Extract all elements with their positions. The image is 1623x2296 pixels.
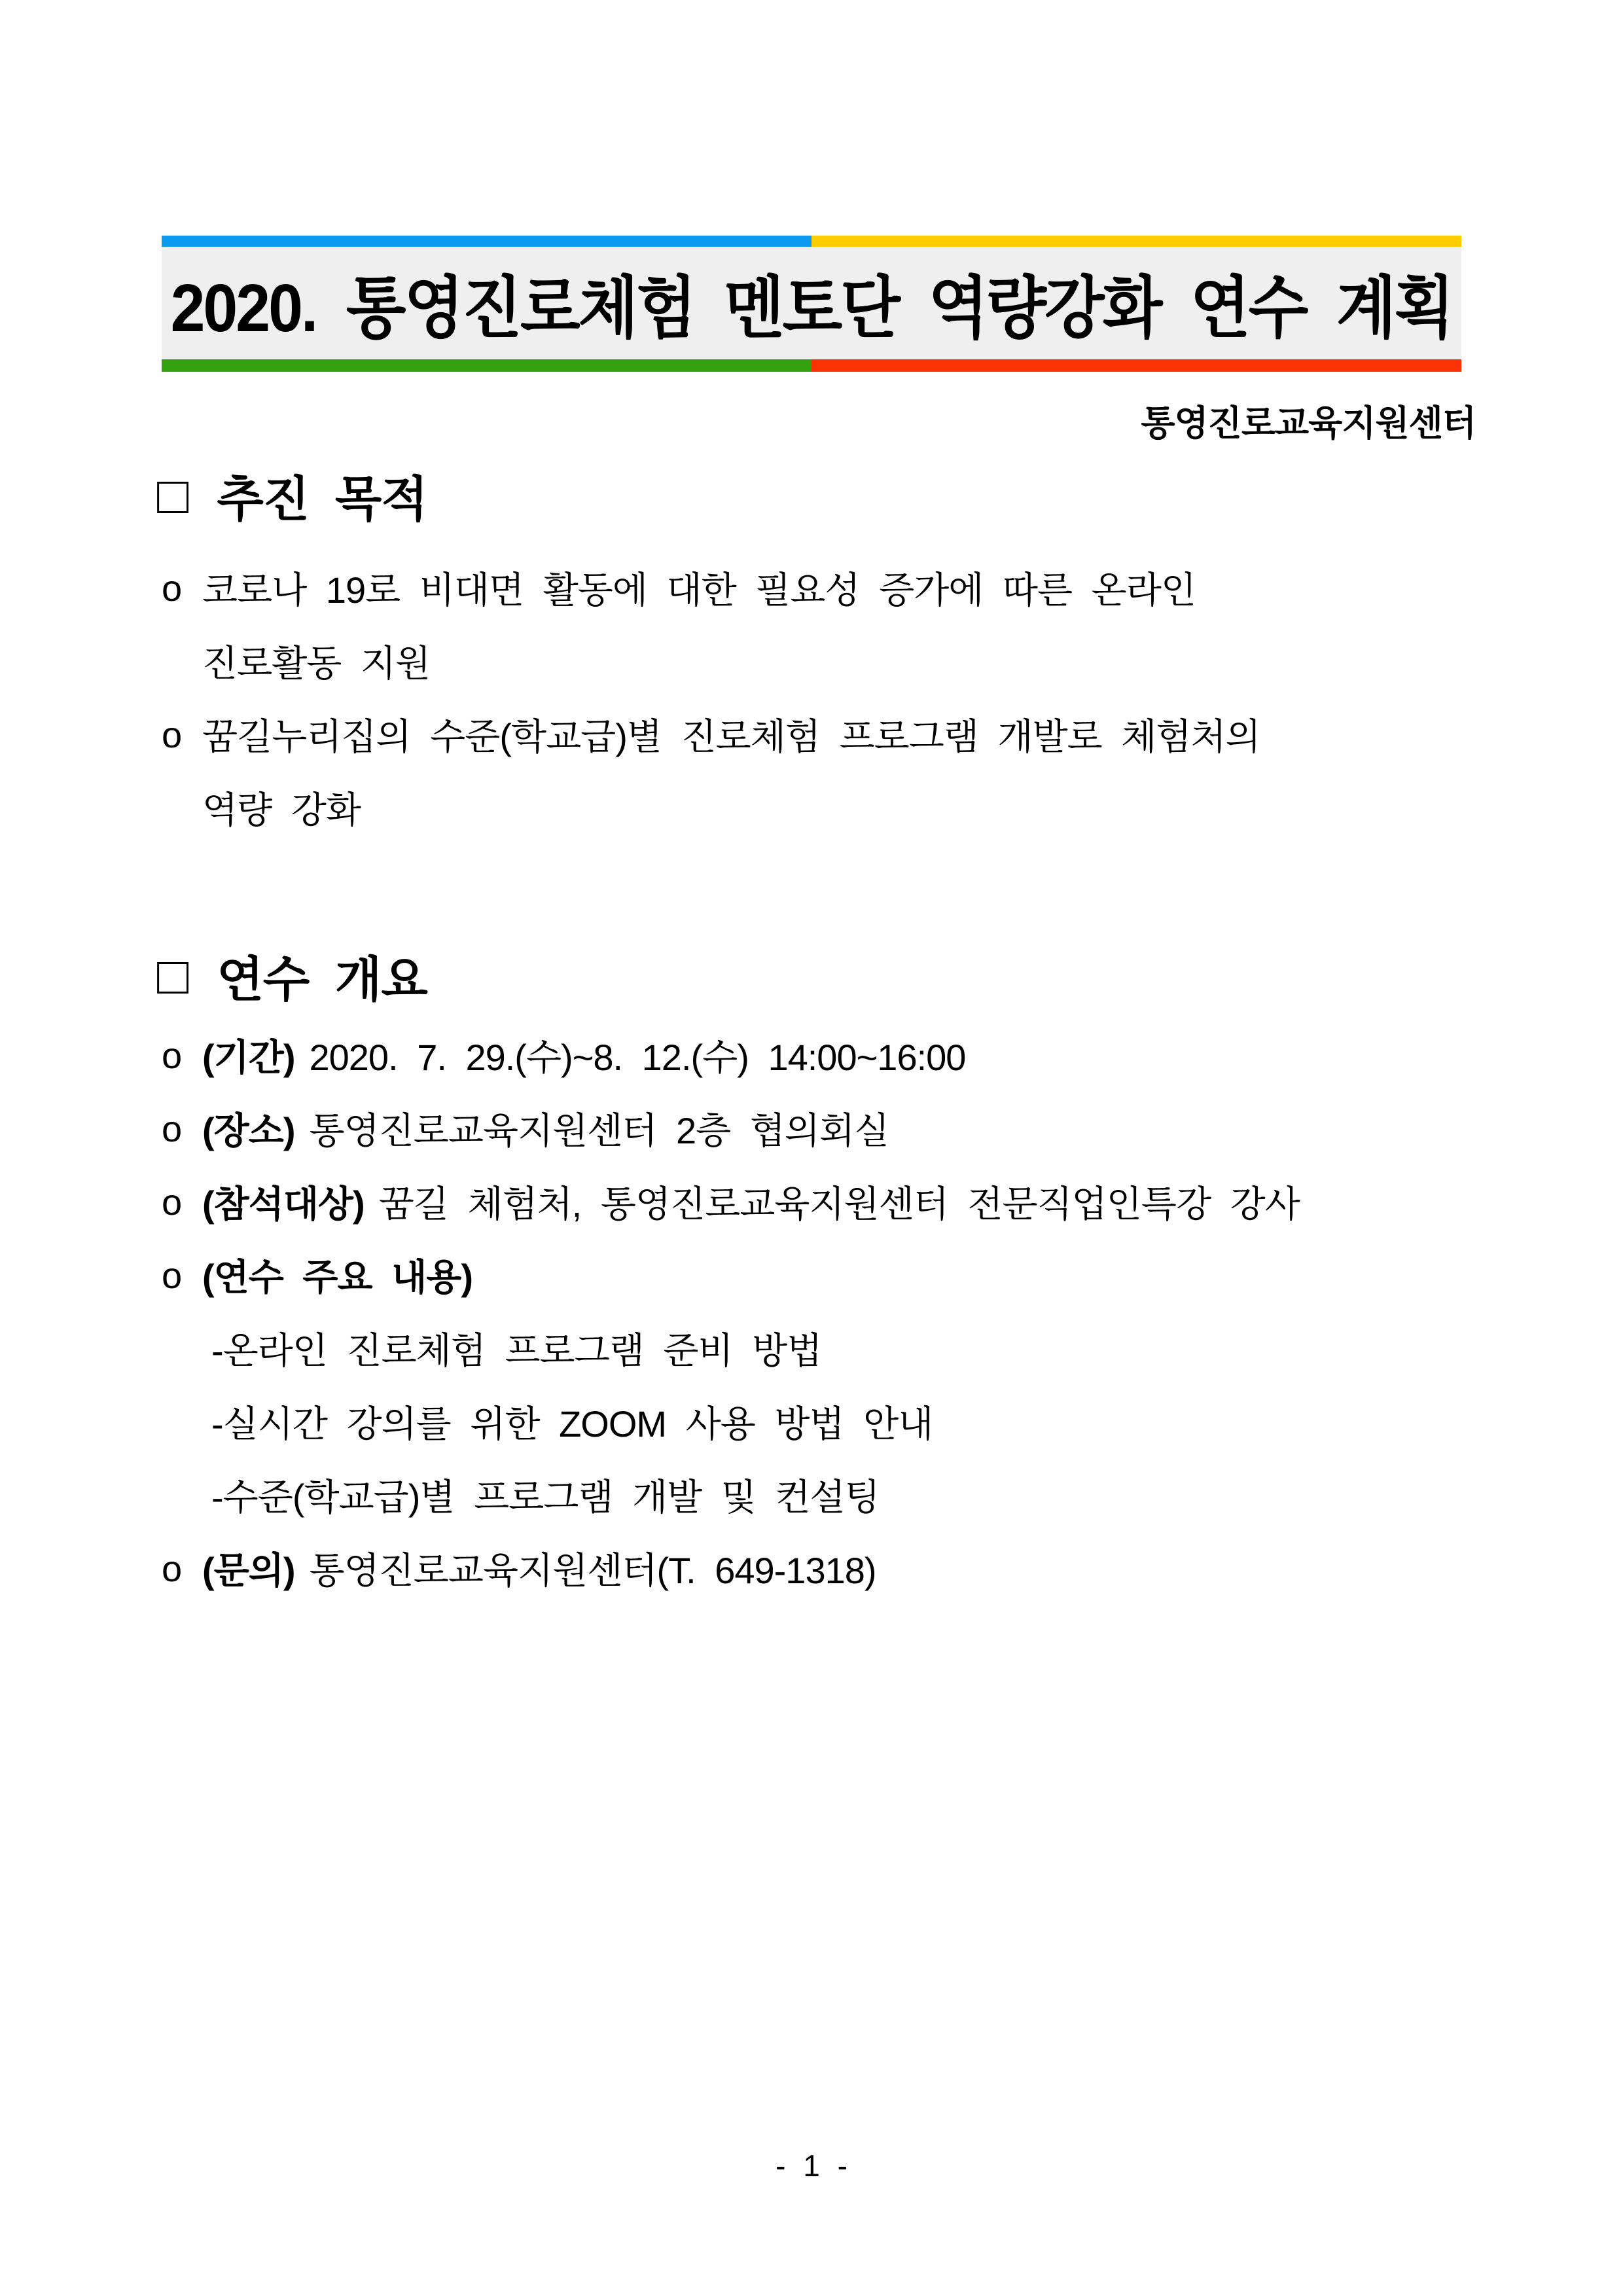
item-label: (장소) — [202, 1110, 295, 1151]
item-label: (문의) — [202, 1550, 295, 1591]
bullet-item — [162, 551, 1477, 624]
banner-bottom-stripe-red — [812, 359, 1461, 372]
sub-item-text: -실시간 강의를 위한 ZOOM 사용 방법 안내 — [211, 1403, 933, 1444]
item-bullet: o — [162, 1107, 182, 1149]
item-bullet: o — [162, 1547, 182, 1589]
bullet-item — [162, 1018, 1477, 1092]
bullet-item — [162, 698, 1477, 771]
item-bullet: o — [162, 1181, 182, 1223]
bullet-item — [162, 1092, 1477, 1165]
banner-top-stripe — [162, 236, 1461, 247]
bullet-item — [162, 1165, 1477, 1238]
item-text: 통영진로교육지원센터 2층 협의회실 — [309, 1110, 889, 1151]
section-heading-text: 연수 개요 — [217, 952, 427, 1007]
square-bullet-icon: □ — [157, 946, 188, 1005]
bullet-item-wrap — [162, 624, 1477, 698]
issuing-org: 통영진로교육지원센터 — [1141, 404, 1476, 443]
sub-item — [162, 1385, 1477, 1458]
page-number: - 1 - — [776, 2149, 847, 2183]
bullet-item — [162, 1532, 1477, 1605]
item-text: 꿈길누리집의 수준(학교급)별 진로체험 프로그램 개발로 체험처의 — [202, 716, 1260, 757]
section-purpose-body — [162, 551, 1477, 844]
section-heading-purpose — [157, 461, 427, 530]
item-label: (연수 주요 내용) — [202, 1257, 473, 1298]
section-heading-text: 추진 목적 — [217, 472, 427, 526]
item-bullet: o — [162, 1254, 182, 1296]
section-heading-overview — [157, 941, 427, 1011]
sub-item-text: -온라인 진로체험 프로그램 준비 방법 — [211, 1330, 822, 1371]
title-banner — [162, 236, 1461, 372]
item-label: (참석대상) — [202, 1183, 365, 1225]
item-text: 코로나 19로 비대면 활동에 대한 필요성 증가에 따른 온라인 — [202, 569, 1196, 611]
item-text: 2020. 7. 29.(수)~8. 12.(수) 14:00~16:00 — [309, 1037, 966, 1078]
banner-top-stripe-yellow — [812, 236, 1461, 247]
item-text-continued: 역량 강화 — [202, 789, 361, 831]
banner-top-stripe-blue — [162, 236, 812, 247]
square-bullet-icon: □ — [157, 466, 188, 524]
banner-title-band — [162, 247, 1461, 359]
sub-item — [162, 1312, 1477, 1385]
item-text-continued: 진로활동 지원 — [202, 643, 431, 684]
item-text: 꿈길 체험처, 통영진로교육지원센터 전문직업인특강 강사 — [378, 1183, 1300, 1225]
bullet-item — [162, 1238, 1477, 1312]
item-bullet: o — [162, 1034, 182, 1076]
item-bullet: o — [162, 567, 182, 609]
item-text: 통영진로교육지원센터(T. 649-1318) — [309, 1550, 876, 1591]
banner-bottom-stripe — [162, 359, 1461, 372]
sub-item-text: -수준(학교급)별 프로그램 개발 및 컨설팅 — [211, 1477, 880, 1518]
sub-item — [162, 1458, 1477, 1532]
item-bullet: o — [162, 713, 182, 755]
bullet-item-wrap — [162, 771, 1477, 844]
item-label: (기간) — [202, 1037, 295, 1078]
section-overview-body — [162, 1018, 1477, 1605]
banner-bottom-stripe-green — [162, 359, 812, 372]
document-title: 2020. 통영진로체험 멘토단 역량강화 연수 계획 — [170, 271, 1453, 346]
